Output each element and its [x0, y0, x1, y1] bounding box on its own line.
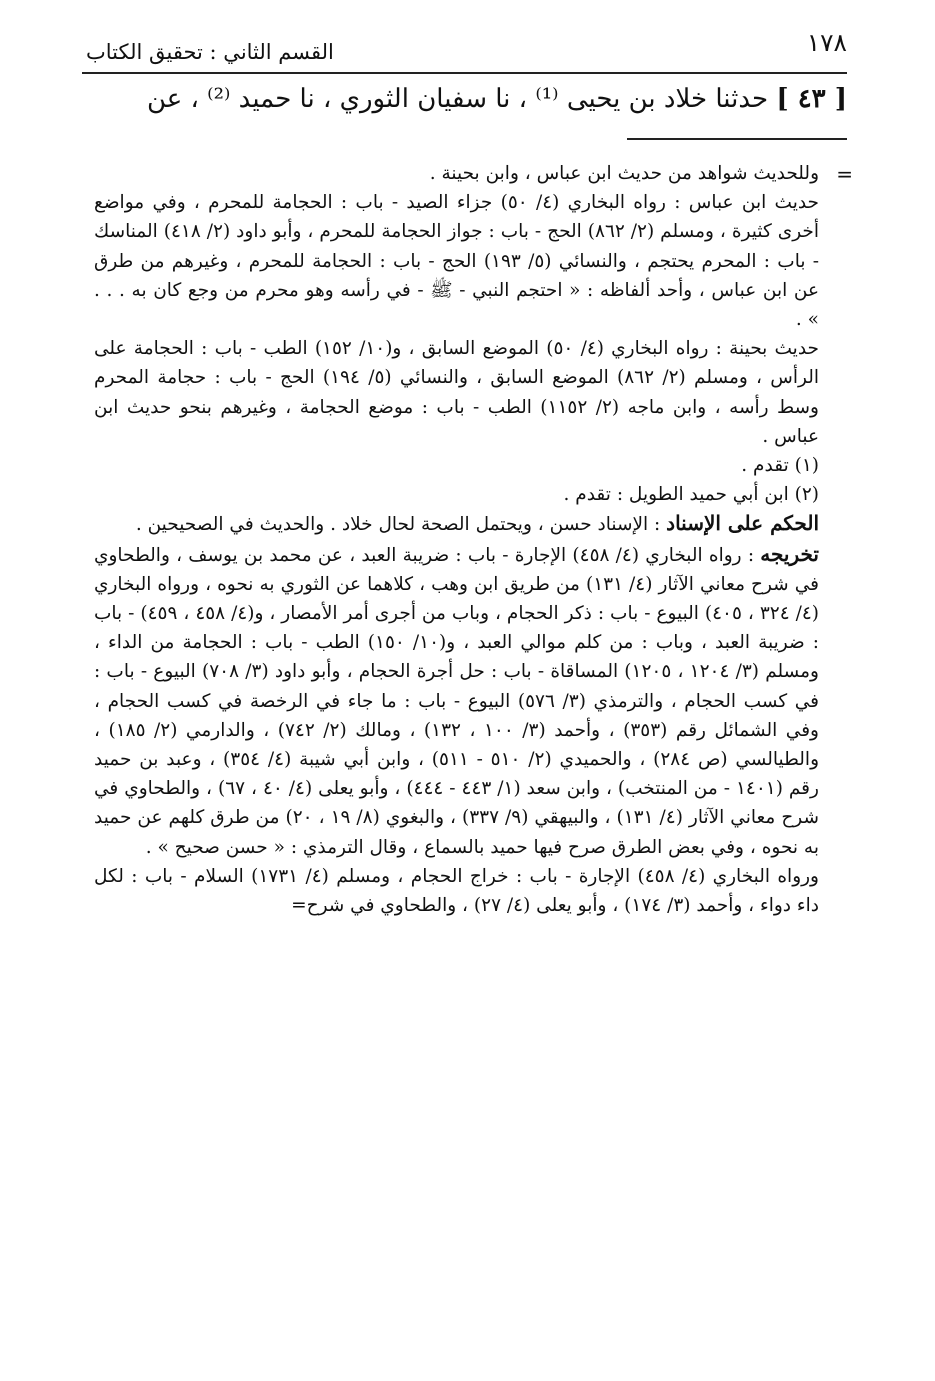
- page-number: ١٧٨: [806, 28, 847, 57]
- continuation-marker: =: [836, 162, 853, 186]
- footnotes-section: [94, 159, 819, 920]
- judgment-label: الحكم على الإسناد: [666, 511, 819, 536]
- footnote-1: (١) تقدم .: [741, 455, 819, 477]
- ibn-abbas-paragraph: حديث ابن عباس : رواه البخاري (٤/ ٥٠) جزاء الصيد - باب : الحجامة للمحرم ، وفي مواضع أخرى كثيرة ، ومسلم (٢/ ٨٦٢) الحج - باب : جواز الحجامة للمحرم ، وأبو داود (٢/ ٤١٨) المناسك - باب : المحرم يحتجم ، والنسائي (٥/ ١٩٣) الحج - باب : الحجامة للمحرم ، وغيرهم من طرق عن ابن عباس ، وأحد ألفاظه : « احتجم النبي - ﷺ - في رأسه وهو محرم من وجع كان به . . . » .: [94, 192, 819, 331]
- footnote-intro: وللحديث شواهد من حديث ابن عباس ، وابن بحينة .: [429, 163, 819, 184]
- hadith-text-block: [82, 78, 847, 120]
- judgment-text: : الإسناد حسن ، ويحتمل الصحة لحال خلاد . والحديث في الصحيحين .: [135, 514, 667, 536]
- takhrij-paragraph: [94, 540, 819, 862]
- takhrij-label: تخريجه: [760, 541, 819, 566]
- hadith-chain-text: حدثنا خلاد بن يحيى ⁽¹⁾ ، نا سفيان الثوري ، نا حميد ⁽²⁾ ، عن: [146, 84, 769, 114]
- last-paragraph: ورواه البخاري (٤/ ٤٥٨) الإجارة - باب : خراج الحجام ، ومسلم (٤/ ١٧٣١) السلام - باب : لكل داء دواء ، وأحمد (٣/ ١٧٤) ، وأبو يعلى (٤/ ٢٧) ، والطحاوي في شرح=: [94, 865, 819, 917]
- footnote-2: (٢) ابن أبي حميد الطويل : تقدم .: [563, 484, 819, 506]
- ibn-buhayna-paragraph: حديث بحينة : رواه البخاري (٤/ ٥٠) الموضع السابق ، و(١٠/ ١٥٢) الطب - باب : الحجامة على الرأس ، ومسلم (٢/ ٨٦٢) الموضع السابق ، والنسائي (٥/ ١٩٤) الحج - باب : حجامة المحرم وسط رأسه ، وابن ماجه (٢/ ١١٥٢) الطب - باب : موضع الحجامة ، وغيرهم بنحو حديث ابن عباس .: [94, 338, 820, 447]
- hadith-number: [ ٤٣ ]: [776, 84, 847, 114]
- judgment-paragraph: [94, 509, 819, 539]
- running-title: القسم الثاني : تحقيق الكتاب: [86, 40, 334, 64]
- footnote-divider: [627, 138, 847, 140]
- takhrij-text: : رواه البخاري (٤/ ٤٥٨) الإجارة - باب : ضريبة العبد ، عن محمد بن يوسف ، والطحاوي في شرح معاني الآثار (٤/ ١٣١) من طريق ابن وهب ، كلاهما عن الثوري به نحوه ، ورواه البخاري (٤/ ٣٢٤ ، ٤٠٥) البيوع - باب : ذكر الحجام ، وباب من أجرى أمر الأمصار ، و(٤/ ٤٥٨ ، ٤٥٩) - باب : ضريبة العبد ، وباب : من كلم موالي العبد ، و(١٠/ ١٥٠) الطب - باب : الحجامة من الداء ، ومسلم (٣/ ١٢٠٤ ، ١٢٠٥) المساقاة - باب : حل أجرة الحجام ، وأبو داود (٣/ ٧٠٨) البيوع - باب : في كسب الحجام ، والترمذي (٣/ ٥٧٦) البيوع - باب : ما جاء في الرخصة في كسب الحجام ، وفي الشمائل رقم (٣٥٣) ، وأحمد (٣/ ١٠٠ ، ١٣٢) ، ومالك (٢/ ٧٤٢) ، والدارمي (٢/ ١٨٥) ، والطيالسي (ص ٢٨٤) ، والحميدي (٢/ ٥١٠ - ٥١١) ، وابن أبي شيبة (٤/ ٣٥٤) ، وعبد بن حميد رقم (١٤٠١ - من المنتخب) ، وابن سعد (١/ ٤٤٣ - ٤٤٤) ، وأبو يعلى (٤/ ٤٠ ، ٦٧) ، والطحاوي في شرح معاني الآثار (٤/ ١٣١) ، والبيهقي (٩/ ٣٣٧) ، والبغوي (٨/ ١٩ ، ٢٠) من طرق كلهم عن حميد به نحوه ، وفي بعض الطرق صرح فيها حميد بالسماع ، وقال الترمذي : « حسن صحيح » .: [94, 544, 820, 858]
- page-header: [82, 26, 847, 74]
